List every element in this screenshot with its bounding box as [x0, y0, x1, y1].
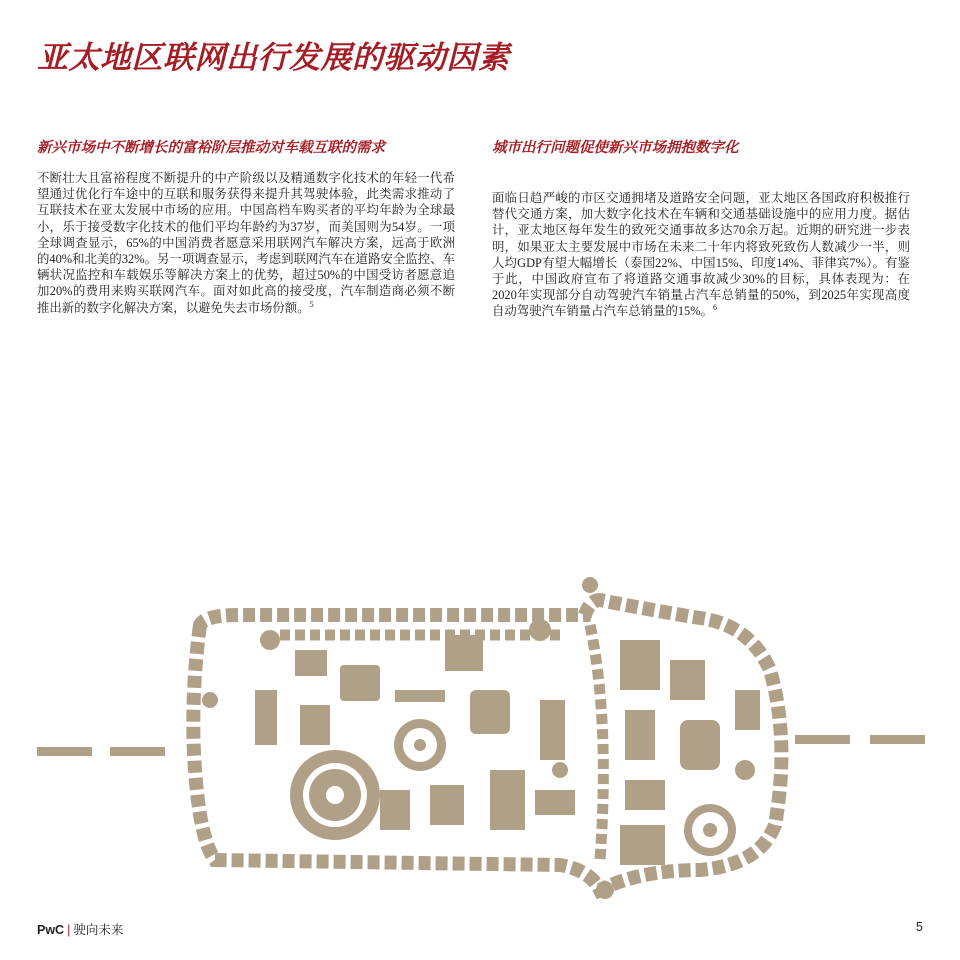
page-footer — [37, 920, 123, 938]
footer-publication: 驶向未来 — [73, 923, 124, 937]
footer-brand: PwC — [37, 923, 65, 937]
car-parts-illustration — [0, 570, 960, 920]
footnote-6: 6 — [712, 303, 717, 313]
page-number: 5 — [916, 920, 923, 934]
rear-wheel-icon — [290, 750, 380, 840]
left-column — [37, 138, 455, 316]
footer-separator: | — [67, 923, 71, 937]
engine-parts — [202, 577, 760, 899]
road-dash — [795, 735, 850, 744]
right-column-body — [492, 190, 910, 320]
rim-icon — [394, 719, 446, 771]
right-column-heading: 城市出行问题促使新兴市场拥抱数字化 — [492, 140, 739, 156]
footnote-5: 5 — [309, 299, 314, 309]
road-dash — [37, 747, 92, 756]
left-column-heading: 新兴市场中不断增长的富裕阶层推动对车载互联的需求 — [37, 140, 385, 156]
road-dash — [870, 735, 925, 744]
road-dash — [110, 747, 165, 756]
right-column-text: 面临日趋严峻的市区交通拥堵及道路安全问题，亚太地区各国政府积极推行替代交通方案，加大数字化技术在车辆和交通基础设施中的应用力度。据估计，亚太地区每年发生的致死交通事故多达70余万起。近期的研究进一步表明，如果亚太主要发展中市场在未来二十年内将致死致伤人数减少一半，则人均GDP有望大幅增长（泰国22%、中国15%、印度14%、菲律宾7%）。有鉴于此，中国政府宣布了将道路交通事故减少30%的目标，具体表现为：在2020年实现部分自动驾驶汽车销量占汽车总销量的50%，到2025年实现高度自动驾驶汽车销量占汽车总销量的15%。 — [492, 191, 910, 319]
left-column-text: 不断壮大且富裕程度不断提升的中产阶级以及精通数字化技术的年轻一代希望通过优化行车途中的互联和服务获得来提升其驾驶体验，此类需求推动了互联技术在亚太发展中市场的应用。中国高档车购买者的平均年龄为全球最小，乐于接受数字化技术的他们平均年龄约为37岁，而美国则为54岁。一项全球调查显示，65%的中国消费者愿意采用联网汽车解决方案，远高于欧洲的40%和北美的32%。另一项调查显示，考虑到联网汽车在道路安全监控、车辆状况监控和车载娱乐等解决方案上的优势，超过50%的中国受访者愿意追加20%的费用来购买联网汽车。面对如此高的接受度，汽车制造商必须不断推出新的数字化解决方案，以避免失去市场份额。 — [37, 171, 455, 315]
right-column — [492, 138, 910, 320]
left-column-body — [37, 170, 455, 316]
front-wheel-icon — [684, 804, 736, 856]
page-title: 亚太地区联网出行发展的驱动因素 — [37, 40, 510, 76]
